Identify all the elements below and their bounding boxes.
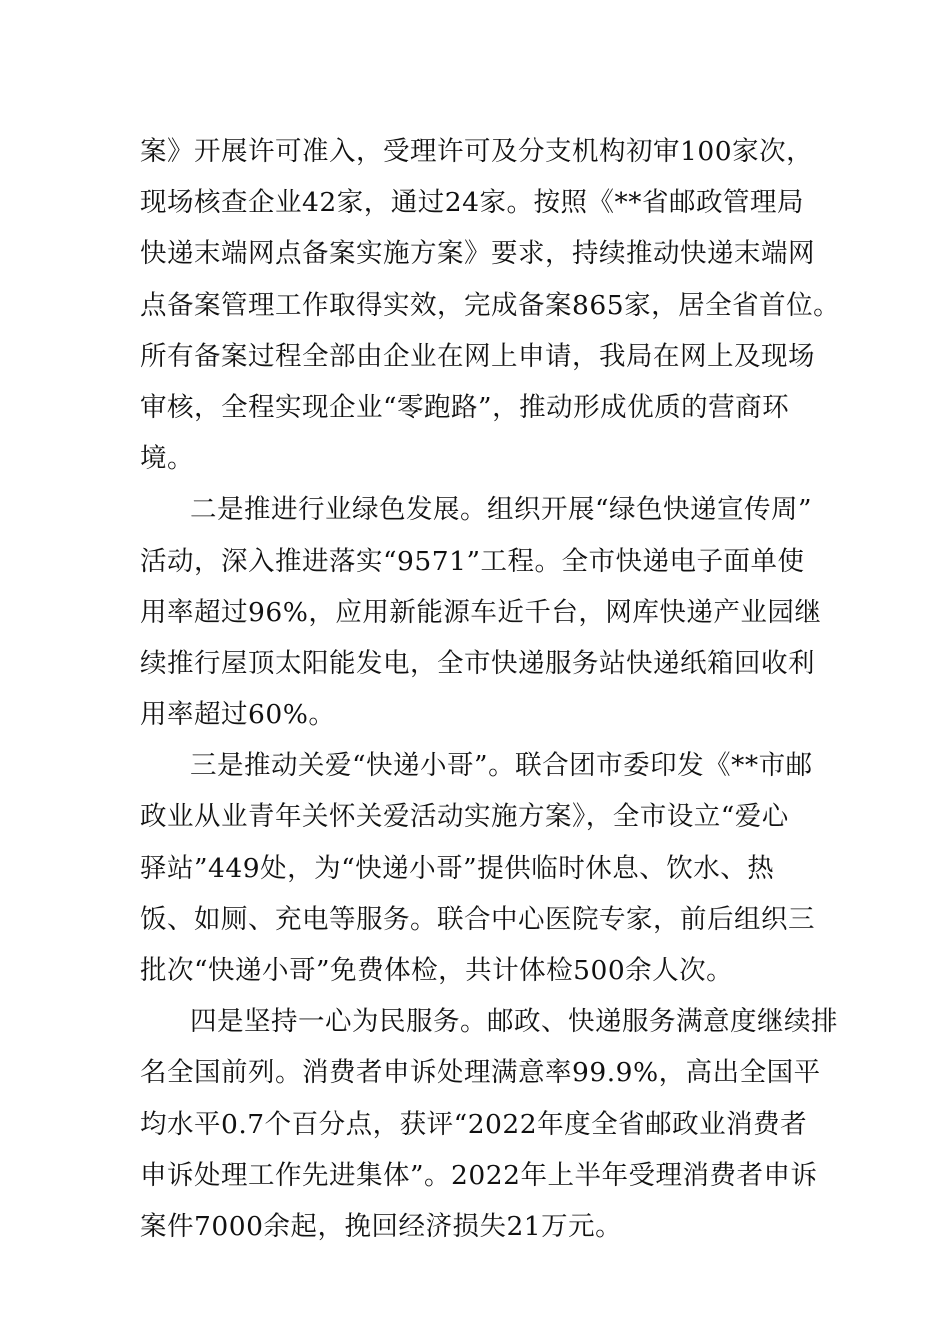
- text-line: 续推行屋顶太阳能发电，全市快递服务站快递纸箱回收利: [140, 647, 815, 679]
- text-line: 审核，全程实现企业“零跑路”，推动形成优质的营商环: [140, 391, 790, 423]
- text-line: 案件7000余起，挽回经济损失21万元。: [140, 1210, 623, 1242]
- text-line: 三是推动关爱“快递小哥”。联合团市委印发《**市邮: [190, 750, 813, 782]
- text-line: 点备案管理工作取得实效，完成备案865家，居全省首位。: [140, 289, 841, 321]
- text-line: 活动，深入推进落实“9571”工程。全市快递电子面单使: [140, 545, 805, 577]
- text-line: 现场核查企业42家，通过24家。按照《**省邮政管理局: [140, 187, 804, 219]
- text-line: 二是推进行业绿色发展。组织开展“绿色快递宣传周”: [190, 494, 813, 526]
- text-line: 案》开展许可准入，受理许可及分支机构初审100家次，: [140, 136, 814, 167]
- text-line: 境。: [140, 443, 194, 475]
- text-line: 批次“快递小哥”免费体检，共计体检500余人次。: [140, 955, 734, 986]
- paragraph-public-service: [140, 996, 838, 1252]
- text-line: 名全国前列。消费者申诉处理满意率99.9%，高出全国平: [140, 1057, 821, 1089]
- text-line: 均水平0.7个百分点，获评“2022年度全省邮政业消费者: [140, 1108, 808, 1140]
- text-line: 快递末端网点备案实施方案》要求，持续推动快递末端网: [140, 238, 815, 270]
- text-line: 驿站”449处，为“快递小哥”提供临时休息、饮水、热: [140, 852, 775, 884]
- text-line: 饭、如厕、充电等服务。联合中心医院专家，前后组织三: [140, 903, 815, 935]
- text-line: 四是坚持一心为民服务。邮政、快递服务满意度继续排: [190, 1006, 838, 1038]
- text-line: 申诉处理工作先进集体”。2022年上半年受理消费者申诉: [140, 1159, 818, 1191]
- paragraph-green-development: [140, 484, 822, 740]
- text-line: 用率超过96%，应用新能源车近千台，网库快递产业园继: [140, 596, 822, 628]
- paragraph-courier-care: [140, 740, 815, 996]
- document-page: [140, 126, 841, 1252]
- text-line: 所有备案过程全部由企业在网上申请，我局在网上及现场: [140, 340, 815, 372]
- paragraph-licensing: [140, 126, 841, 484]
- text-line: 用率超过60%。: [140, 699, 336, 731]
- text-line: 政业从业青年关怀关爱活动实施方案》，全市设立“爱心: [140, 801, 789, 833]
